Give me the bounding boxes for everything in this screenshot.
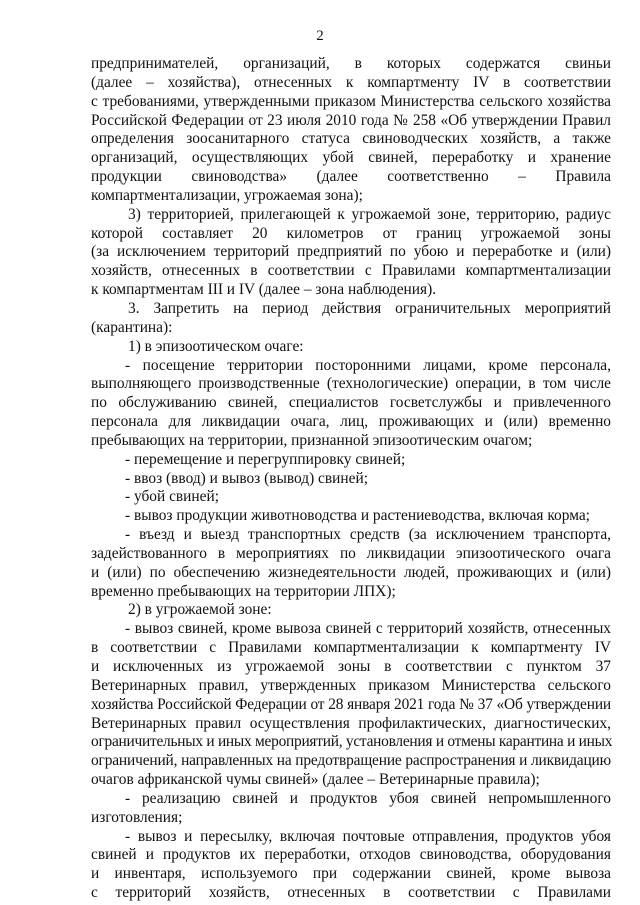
text-line: свиней и продуктов их переработки, отходов свиноводства, оборудования [91,846,611,864]
text-line: с территорий хозяйств, отнесенных в соответствии с Правилами [91,884,611,902]
text-line: выполняющего производственные (технологические) операции, в том числе [91,375,611,393]
text-line: - вывоз продукции животноводства и растениеводства, включая корма; [125,507,590,525]
text-line: (за исключением территорий предприятий по убою и переработке и (или) [91,243,611,261]
text-line: которой составляет 20 километров от границ угрожаемой зоны [91,224,611,242]
text-line: 2) в угрожаемой зоне: [128,601,272,619]
text-line: (далее – хозяйства), отнесенных к компартменту IV в соответствии [91,73,611,91]
text-line: (карантина): [91,318,173,336]
text-line: изготовления; [91,808,183,826]
text-line: 3) территорией, прилегающей к угрожаемой зоне, территорию, радиус [128,205,611,223]
text-line: задействованного в мероприятиях по ликвидации эпизоотического очага [91,544,611,562]
text-line: ограничительных и иных мероприятий, установления и отмены карантина и иных [91,733,613,751]
text-line: в соответствии с Правилами компартментализации к компартменту IV [91,639,611,657]
text-line: - посещение территории посторонними лицами, кроме персонала, [125,356,611,374]
text-line: по обслуживанию свиней, специалистов госветслужбы и привлеченного [91,394,611,412]
text-line: продукции свиноводства» (далее соответственно – Правила [91,168,611,186]
text-line: - реализацию свиней и продуктов убоя свиней непромышленного [125,789,611,807]
text-line: Ветеринарных правил, утвержденных приказом Министерства сельского [91,676,611,694]
text-line: временно пребывающих на территории ЛПХ); [91,582,396,600]
text-line: - перемещение и перегруппировку свиней; [125,450,406,468]
text-line: - убой свиней; [125,488,219,506]
text-line: - въезд и выезд транспортных средств (за исключением транспорта, [125,526,611,544]
text-line: и (или) по обеспечению жизнедеятельности людей, проживающих и (или) [91,563,611,581]
text-line: - вывоз свиней, кроме вывоза свиней с территорий хозяйств, отнесенных [125,620,611,638]
text-line: и исключенных из угрожаемой зоны в соответствии с пунктом 37 [91,658,611,675]
text-line: - ввоз (ввод) и вывоз (вывод) свиней; [125,469,368,487]
text-line: Российской Федерации от 23 июля 2010 года № 258 «Об утверждении Правил [91,111,611,129]
document-body [91,55,611,903]
text-line: 3. Запретить на период действия ограничительных мероприятий [128,299,611,317]
text-line: хозяйств, отнесенных в соответствии с Правилами компартментализации [91,262,611,280]
text-line: определения зоосанитарного статуса свиноводческих хозяйств, а также [91,130,611,148]
text-line: организаций, осуществляющих убой свиней, переработку и хранение [91,149,611,167]
text-line: - вывоз и пересылку, включая почтовые отправления, продуктов убоя [125,827,611,845]
text-line: ограничений, направленных на предотвращение распространения и ликвидацию [91,752,611,770]
text-line: компартментализации, угрожаемая зона); [91,186,363,204]
text-line: хозяйства Российской Федерации от 28 января 2021 года № 37 «Об утверждении [91,695,611,713]
text-line: к компартментам III и IV (далее – зона наблюдения). [91,281,437,299]
text-line: персонала для ликвидации очага, лиц, проживающих и (или) временно [91,413,611,431]
page-number: 2 [316,28,324,44]
text-line: Ветеринарных правил осуществления профилактических, диагностических, [91,714,611,732]
text-line: с требованиями, утвержденными приказом Министерства сельского хозяйства [91,92,611,110]
text-line: и инвентаря, используемого при содержании свиней, кроме вывоза [91,865,611,883]
text-line: очагов африканской чумы свиней» (далее – Ветеринарные правила); [91,771,540,789]
text-line: предпринимателей, организаций, в которых содержатся свиньи [91,55,611,72]
text-line: пребывающих на территории, признанной эпизоотическим очагом; [91,431,533,449]
text-line: 1) в эпизоотическом очаге: [128,337,304,355]
